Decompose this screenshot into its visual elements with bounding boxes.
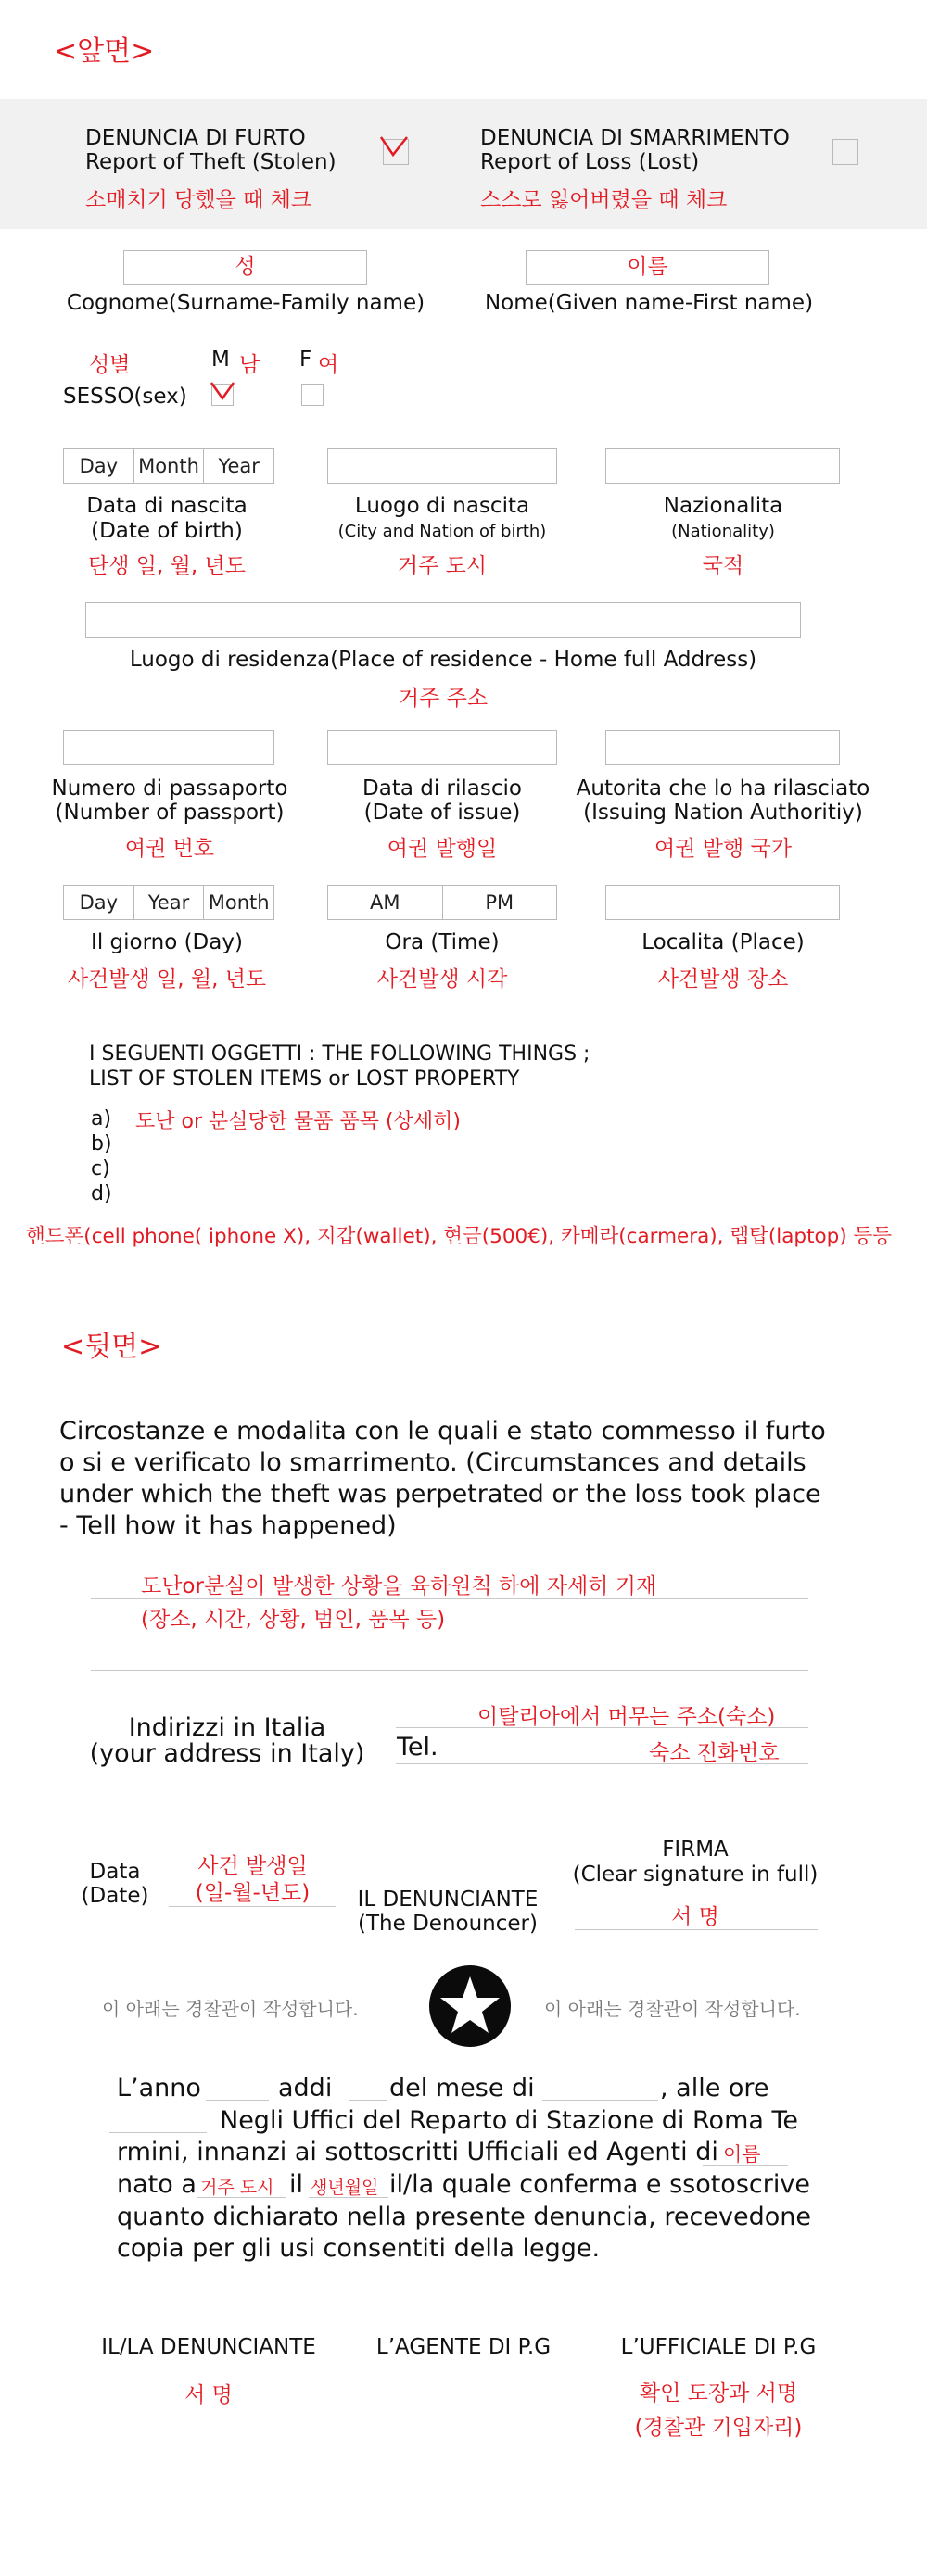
incident-day-cell[interactable]: Day (79, 891, 119, 914)
signature-sublabel: (Clear signature in full) (572, 1863, 819, 1887)
issuing-authority-field[interactable] (605, 730, 840, 765)
incident-day-label: Il giorno (Day) (91, 930, 243, 954)
issuing-authority-label: Autorita che lo ha rilasciato (576, 777, 870, 801)
items-hint: 도난 or 분실당한 물품 품목 (상세히) (135, 1110, 461, 1133)
dob-para-hint: 생년월일 (311, 2178, 379, 2198)
circumstances-hint: 도난or분실이 발생한 상황을 육하원칙 하에 자세히 기재 (141, 1574, 657, 1598)
sex-m-letter: M (211, 347, 230, 372)
tel-hint: 숙소 전화번호 (649, 1741, 780, 1765)
date-input-line[interactable] (169, 1906, 336, 1907)
date-sublabel: (Date) (81, 1884, 149, 1908)
passport-number-field[interactable] (63, 730, 274, 765)
incident-place-field[interactable] (605, 885, 840, 920)
back-heading: <뒷면> (61, 1331, 162, 1363)
incident-time-label: Ora (Time) (385, 930, 500, 954)
circumstances-text (59, 1416, 826, 1542)
city-input-line[interactable] (197, 2197, 286, 2198)
residence-field[interactable] (85, 602, 801, 638)
nationality-hint: 국적 (702, 554, 744, 578)
loss-title: DENUNCIA DI SMARRIMENTO (480, 126, 790, 150)
dob-input-line[interactable] (309, 2197, 388, 2198)
anno-text: L’anno (117, 2074, 201, 2102)
agente-label: L’AGENTE DI P.G (375, 2335, 552, 2359)
address-sublabel: (your address in Italy) (89, 1739, 365, 1768)
given-name-field[interactable]: 이름 (526, 250, 769, 285)
item-d-letter: d) (91, 1182, 112, 1206)
theft-checkbox[interactable] (383, 139, 409, 165)
sex-m-hint: 남 (239, 353, 260, 377)
circumstances-line-c[interactable] (91, 1670, 808, 1671)
day-input-line[interactable] (349, 2100, 387, 2101)
name-hint: 이름 (723, 2143, 761, 2166)
loss-hint: 스스로 잃어버렸을 때 체크 (480, 188, 728, 212)
address-hint: 이탈리아에서 머무는 주소(숙소) (477, 1705, 776, 1729)
confirm-text: il/la quale conferma e ssotoscrive (389, 2170, 810, 2199)
dob-day-cell[interactable]: Day (79, 455, 119, 477)
para-line-4: quanto dichiarato nella presente denuncia, recevedone (117, 2203, 811, 2231)
sex-m-checkbox[interactable] (211, 384, 234, 406)
il-text: il (289, 2170, 304, 2199)
signature-hint: 서 명 (671, 1905, 719, 1929)
dob-year-cell[interactable]: Year (203, 449, 273, 483)
items-subtitle: LIST OF STOLEN ITEMS or LOST PROPERTY (89, 1067, 520, 1091)
residence-label: Luogo di residenza(Place of residence - Home full Address) (129, 648, 757, 672)
theft-subtitle: Report of Theft (Stolen) (85, 150, 337, 174)
year-input-line[interactable] (206, 2100, 269, 2101)
date-label: Data (89, 1860, 141, 1884)
front-heading: <앞면> (54, 35, 155, 68)
ufficiale-label: L’UFFICIALE DI P.G (620, 2335, 817, 2359)
dob-label: Data di nascita (86, 494, 248, 518)
given-name-label: Nome(Given name-First name) (484, 291, 814, 315)
dob-sublabel: (Date of birth) (91, 519, 243, 543)
incident-place-hint: 사건발생 장소 (657, 967, 789, 991)
officer-note-left: 이 아래는 경찰관이 작성합니다. (102, 1998, 359, 2020)
circumstances-line-2: o si e verificato lo smarrimento. (Circumstances and details (59, 1448, 806, 1477)
circumstances-line-4: - Tell how it has happened) (59, 1511, 397, 1540)
city-hint: 거주 도시 (200, 2178, 274, 2198)
theft-title: DENUNCIA DI FURTO (85, 126, 306, 150)
uffici-text: Negli Uffici del Reparto di Stazione di Roma Te (220, 2106, 799, 2135)
month-text: del mese di (389, 2074, 535, 2102)
address-label: Indirizzi in Italia (128, 1713, 326, 1742)
surname-field[interactable]: 성 (123, 250, 367, 285)
birthplace-field[interactable] (327, 448, 557, 484)
signature-label: FIRMA (662, 1837, 729, 1862)
circumstances-line-1: Circostanze e modalita con le quali e stato commesso il furto (59, 1417, 826, 1446)
issue-date-sublabel: (Date of issue) (363, 801, 521, 825)
nationality-sublabel: (Nationality) (671, 522, 775, 541)
birthplace-label: Luogo di nascita (354, 494, 530, 518)
pm-cell[interactable]: PM (442, 886, 557, 919)
am-cell[interactable]: AM (370, 891, 400, 914)
sex-f-letter: F (299, 347, 312, 372)
items-example: 핸드폰(cell phone( iphone X), 지갑(wallet), 현금(500€), 카메라(carmera), 랩탑(laptop) 등등 (26, 1225, 893, 1248)
issuing-authority-sublabel: (Issuing Nation Authoritiy) (583, 801, 863, 825)
red-check-icon (378, 134, 410, 158)
sex-label: SESSO(sex) (63, 385, 187, 409)
passport-number-hint: 여권 번호 (124, 837, 215, 861)
issue-date-label: Data di rilascio (362, 777, 522, 801)
items-title: I SEGUENTI OGGETTI : THE FOLLOWING THINGS ; (89, 1042, 590, 1066)
loss-checkbox[interactable] (832, 139, 858, 165)
officer-note-right: 이 아래는 경찰관이 작성합니다. (544, 1998, 801, 2020)
signature-input-line[interactable] (575, 1929, 818, 1930)
ufficiale-sign-note: (경찰관 기입자리) (634, 2416, 803, 2440)
incident-time-field[interactable] (327, 885, 557, 920)
residence-hint: 거주 주소 (398, 687, 489, 711)
theft-hint: 소매치기 당했을 때 체크 (85, 188, 312, 212)
star-emblem-icon (428, 1964, 512, 2048)
date-hint: 사건 발생일 (197, 1854, 308, 1878)
rmini-text: rmini, innanzi ai sottoscritti Ufficiali ed Agenti di (117, 2138, 718, 2166)
addi-text: addi (278, 2074, 333, 2102)
item-b-letter: b) (91, 1132, 112, 1155)
ufficiale-sign-hint: 확인 도장과 서명 (639, 2381, 798, 2406)
name-input-line[interactable] (703, 2165, 788, 2166)
incident-year-cell[interactable]: Year (133, 886, 204, 919)
incident-month-cell[interactable]: Month (203, 886, 273, 919)
tel-input-line[interactable] (396, 1763, 808, 1764)
birthplace-hint: 거주 도시 (397, 554, 488, 578)
address-input-line[interactable] (396, 1727, 808, 1728)
para-line-5: copia per gli usi consentiti della legge. (117, 2234, 601, 2263)
incident-place-label: Localita (Place) (641, 930, 805, 954)
issue-date-field[interactable] (327, 730, 557, 765)
circumstances-line-a[interactable] (91, 1598, 808, 1599)
passport-number-label: Numero di passaporto (51, 777, 288, 801)
nato-text: nato a (117, 2170, 197, 2199)
item-a-letter: a) (91, 1107, 112, 1130)
nationality-label: Nazionalita (663, 494, 783, 518)
hour-text: , alle ore (660, 2074, 769, 2102)
hour-input-line[interactable] (109, 2132, 207, 2133)
month-input-line[interactable] (542, 2100, 658, 2101)
item-c-letter: c) (91, 1157, 110, 1181)
incident-day-hint: 사건발생 일, 월, 년도 (67, 967, 267, 991)
incident-day-field[interactable] (63, 885, 274, 920)
birthplace-sublabel: (City and Nation of birth) (337, 522, 547, 541)
surname-label: Cognome(Surname-Family name) (66, 291, 425, 315)
passport-number-sublabel: (Number of passport) (55, 801, 285, 825)
date-format-hint: (일-월-년도) (195, 1881, 311, 1905)
nationality-field[interactable] (605, 448, 840, 484)
denouncer-sublabel: (The Denouncer) (358, 1912, 538, 1936)
dob-field[interactable] (63, 448, 274, 484)
loss-subtitle: Report of Loss (Lost) (480, 150, 700, 174)
denunciante-sign-hint: 서 명 (184, 2383, 233, 2407)
circumstances-line-3: under which the theft was perpetrated or the loss took place (59, 1480, 821, 1509)
denouncer-label: IL DENUNCIANTE (357, 1888, 539, 1912)
dob-month-cell[interactable]: Month (133, 449, 204, 483)
incident-time-hint: 사건발생 시각 (376, 967, 508, 991)
sex-hint: 성별 (89, 353, 131, 377)
red-check-icon (209, 380, 236, 402)
circumstances-hint-detail: (장소, 시간, 상황, 범인, 품목 등) (141, 1608, 446, 1632)
issue-date-hint: 여권 발행일 (387, 837, 498, 861)
dob-hint: 탄생 일, 월, 년도 (88, 554, 246, 578)
sex-f-hint: 여 (318, 353, 339, 377)
sex-f-checkbox[interactable] (301, 384, 324, 406)
tel-label: Tel. (397, 1733, 438, 1762)
issuing-authority-hint: 여권 발행 국가 (654, 837, 792, 861)
denunciante-label: IL/LA DENUNCIANTE (101, 2335, 316, 2359)
